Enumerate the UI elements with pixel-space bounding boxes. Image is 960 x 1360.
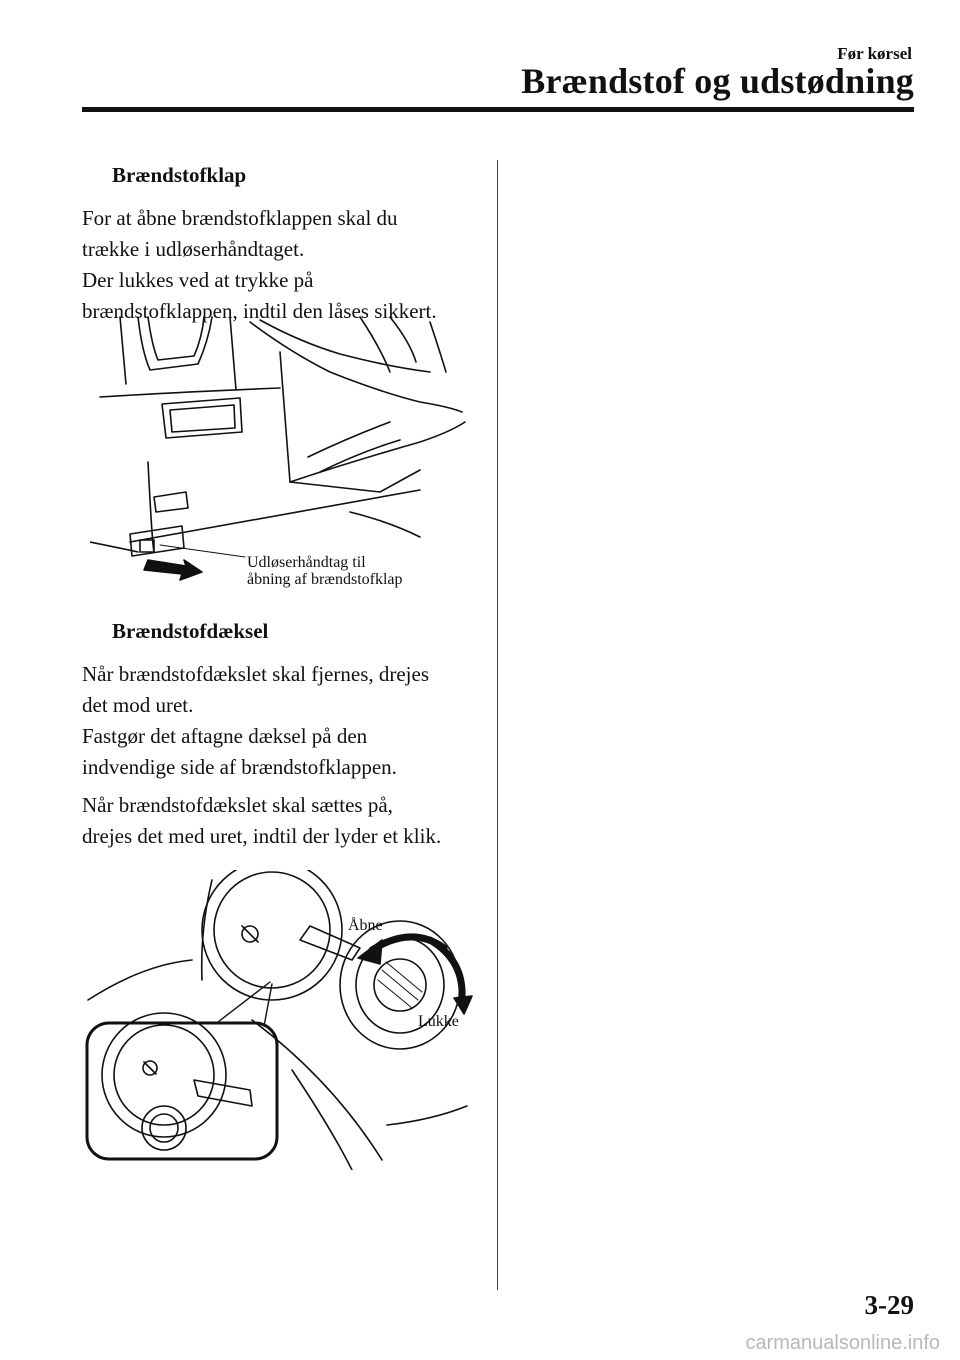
text-line: trække i udløserhåndtaget. [82,237,305,261]
text-line: indvendige side af brændstofklappen. [82,755,397,779]
text-line: Der lukkes ved at trykke på [82,268,314,292]
text-line: brændstofklappen, indtil den låses sikkert. [82,299,437,323]
text-line: Når brændstofdækslet skal fjernes, drejes [82,662,430,686]
fuel-flap-text [82,203,492,327]
close-label: Lukke [418,1013,459,1030]
fuel-cap-heading: Brændstofdæksel [112,619,269,643]
open-label: Åbne [348,917,383,934]
text-line: Når brændstofdækslet skal sættes på, [82,793,393,817]
watermark: carmanualsonline.info [745,1332,940,1354]
fuel-cap-text [82,659,492,783]
fuel-flap-heading: Brændstofklap [112,163,247,187]
header-rule [82,107,914,112]
section-title: Brændstof og udstødning [521,61,914,101]
text-line: drejes det med uret, indtil der lyder et klik. [82,824,442,848]
fuel-cap-text-2 [82,790,492,852]
release-lever-label-line1: Udløserhåndtag til [247,554,366,571]
text-line: Fastgør det aftagne dæksel på den [82,724,368,748]
column-divider [497,160,498,1290]
text-line: For at åbne brændstofklappen skal du [82,206,398,230]
chapter-title: Før kørsel [837,44,912,63]
page-number: 3-29 [864,1290,914,1320]
text-line: det mod uret. [82,693,194,717]
release-lever-label-line2: åbning af brændstofklap [247,571,403,588]
